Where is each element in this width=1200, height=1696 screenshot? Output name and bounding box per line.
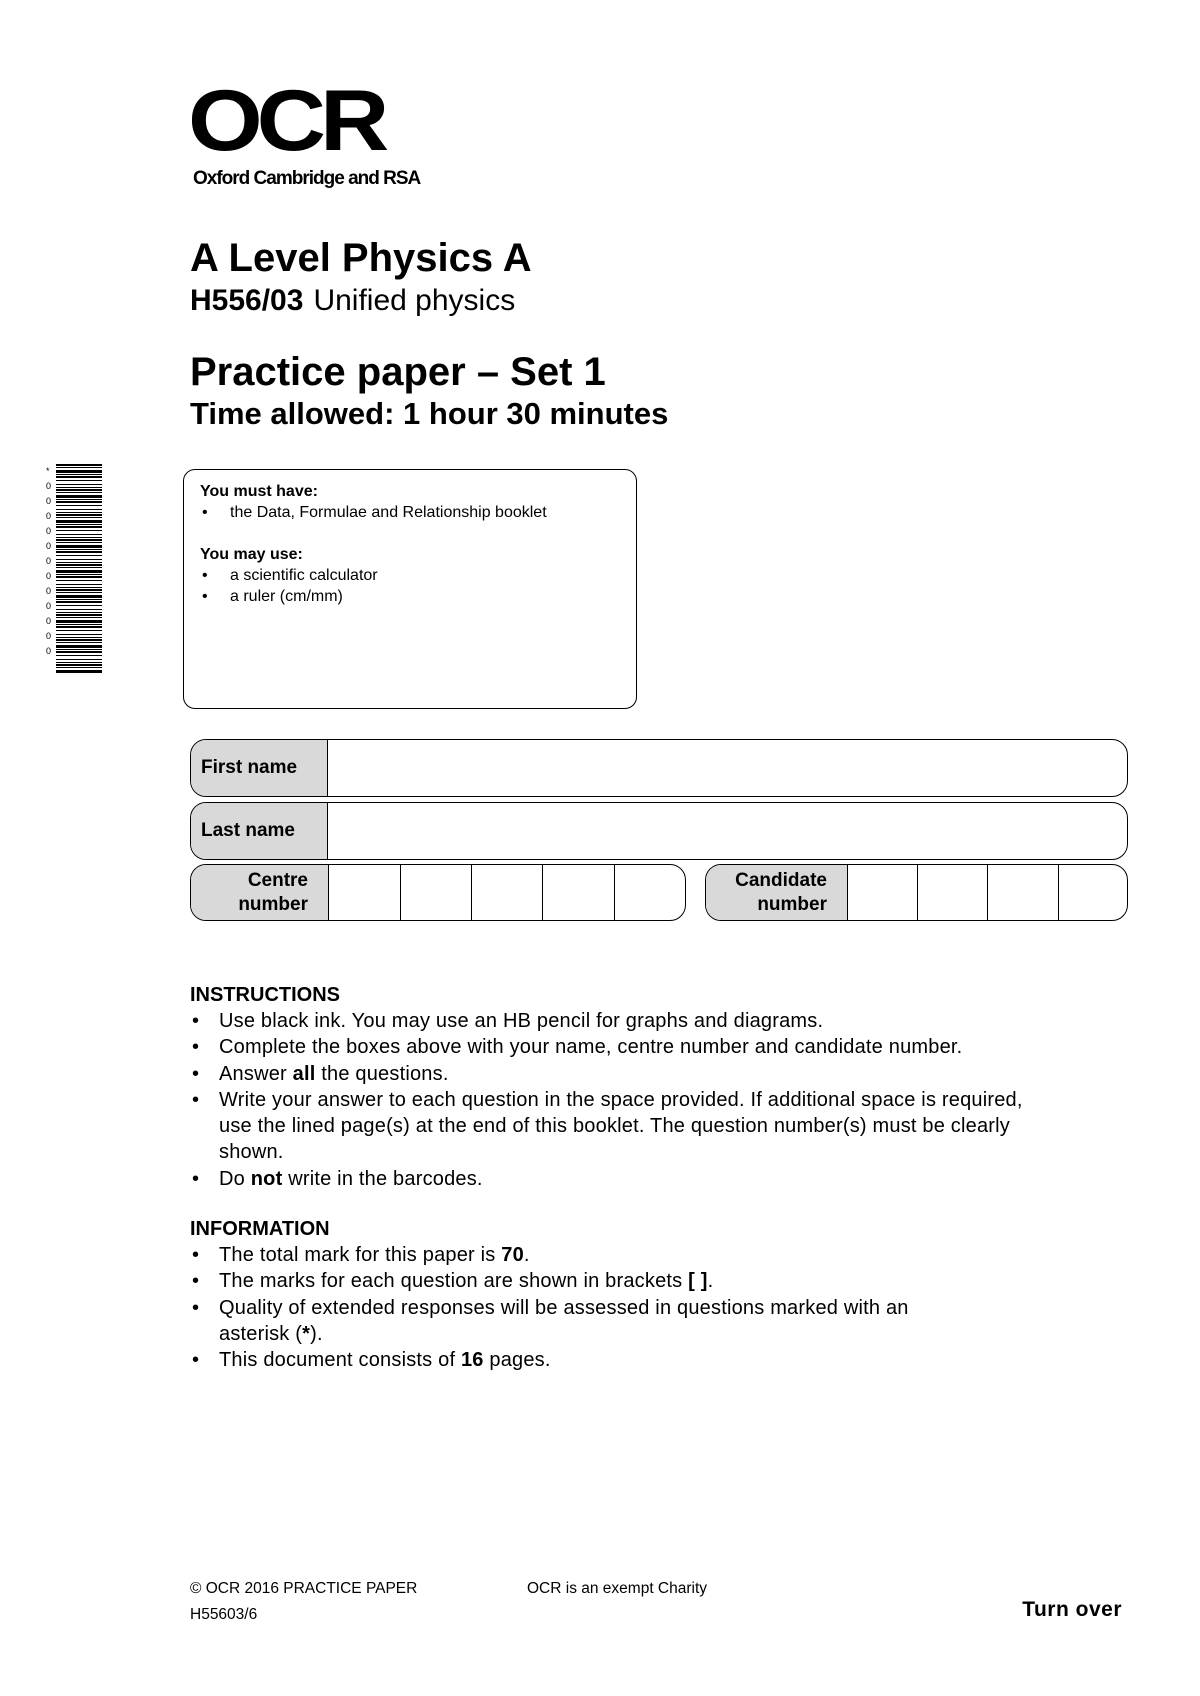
centre-label-line2: number bbox=[238, 893, 308, 915]
barcode-bar bbox=[56, 520, 102, 523]
barcode-bar bbox=[56, 595, 102, 598]
centre-digit-box[interactable] bbox=[329, 865, 401, 920]
barcode-bar bbox=[56, 637, 102, 638]
centre-number-label bbox=[191, 865, 329, 920]
centre-number-row bbox=[190, 864, 686, 921]
time-allowed: Time allowed: 1 hour 30 minutes bbox=[190, 396, 669, 431]
barcode-bar bbox=[56, 642, 102, 643]
bullet: • bbox=[192, 1270, 200, 1293]
barcode-bar bbox=[56, 501, 102, 503]
barcode-bar bbox=[56, 551, 102, 553]
barcode-bar bbox=[56, 476, 102, 478]
list-item bbox=[190, 1242, 1070, 1268]
last-name-row bbox=[190, 802, 1128, 860]
item-text: . bbox=[523, 1244, 530, 1266]
barcode-bar bbox=[56, 505, 102, 506]
item-text: Use black ink. You may use an HB pencil for graphs and diagrams. bbox=[219, 1010, 824, 1032]
first-name-label: First name bbox=[191, 740, 328, 796]
candidate-number-row bbox=[705, 864, 1128, 921]
barcode-bar bbox=[56, 605, 102, 606]
barcode-digit: 0 bbox=[46, 541, 52, 551]
unit-line bbox=[190, 284, 515, 318]
footer-copyright: © OCR 2016 PRACTICE PAPER bbox=[190, 1580, 418, 1597]
barcode-digit: 0 bbox=[46, 556, 52, 566]
list-item bbox=[190, 1061, 1070, 1087]
candidate-digit-box[interactable] bbox=[1059, 865, 1127, 920]
centre-label-line1: Centre bbox=[247, 869, 308, 891]
candidate-label-line1: Candidate bbox=[735, 869, 827, 891]
barcode-bar bbox=[56, 670, 102, 673]
must-have-item: the Data, Formulae and Relationship booklet bbox=[230, 504, 547, 521]
item-text: The marks for each question are shown in brackets bbox=[219, 1270, 689, 1293]
barcode-bar bbox=[56, 659, 102, 660]
candidate-digit-box[interactable] bbox=[988, 865, 1059, 920]
barcode-bar bbox=[56, 512, 102, 513]
must-have-list bbox=[200, 502, 620, 523]
centre-digit-box[interactable] bbox=[615, 865, 685, 920]
barcode-bar bbox=[56, 570, 102, 573]
requirements-box bbox=[183, 469, 637, 709]
barcode-bar bbox=[56, 467, 102, 468]
item-emphasis: * bbox=[302, 1322, 311, 1345]
barcode-digit: 0 bbox=[46, 631, 52, 641]
barcode-bar bbox=[56, 592, 102, 593]
barcode-bar bbox=[56, 620, 102, 623]
list-item bbox=[200, 565, 620, 586]
list-item bbox=[190, 1268, 1070, 1294]
barcode-bar bbox=[56, 584, 102, 585]
candidate-label-line2: number bbox=[757, 893, 827, 915]
barcode-bar bbox=[56, 474, 102, 475]
barcode-bar bbox=[56, 626, 102, 628]
barcode-bar bbox=[56, 517, 102, 518]
barcode-bar bbox=[56, 589, 102, 591]
bullet: • bbox=[202, 588, 208, 605]
instructions-heading: INSTRUCTIONS bbox=[190, 984, 340, 1006]
barcode-bar bbox=[56, 655, 102, 656]
barcode-bar bbox=[56, 542, 102, 543]
information-list bbox=[190, 1242, 1070, 1373]
footer-charity: OCR is an exempt Charity bbox=[527, 1580, 708, 1597]
bullet: • bbox=[202, 504, 208, 521]
information-heading: INFORMATION bbox=[190, 1218, 330, 1240]
may-use-item: a scientific calculator bbox=[230, 567, 378, 584]
turn-over: Turn over bbox=[1022, 1598, 1122, 1621]
bullet: • bbox=[202, 567, 208, 584]
barcode-bar bbox=[56, 587, 102, 588]
barcode-bar bbox=[56, 545, 102, 548]
barcode-bar bbox=[56, 612, 102, 613]
barcode-bar bbox=[56, 499, 102, 500]
instructions-section bbox=[190, 982, 1070, 1192]
paper-title: Practice paper – Set 1 bbox=[190, 350, 606, 394]
barcode-bar bbox=[56, 649, 102, 650]
barcode-bar bbox=[56, 480, 102, 481]
item-text-wrap bbox=[219, 1295, 979, 1348]
list-item bbox=[200, 502, 620, 523]
barcode bbox=[46, 464, 102, 674]
barcode-bar bbox=[56, 530, 102, 531]
first-name-row bbox=[190, 739, 1128, 797]
barcode-bar bbox=[56, 609, 102, 610]
barcode-bar bbox=[56, 539, 102, 541]
must-have-heading: You must have: bbox=[200, 483, 318, 500]
may-use-heading: You may use: bbox=[200, 546, 303, 563]
barcode-bar bbox=[56, 534, 102, 535]
ocr-logo: OCR bbox=[188, 72, 384, 169]
bullet: • bbox=[192, 1062, 200, 1085]
may-use-item: a ruler (cm/mm) bbox=[230, 588, 343, 605]
barcode-digits bbox=[46, 464, 54, 659]
barcode-bar bbox=[56, 645, 102, 648]
barcode-bar bbox=[56, 639, 102, 641]
unit-code: H556/03 bbox=[190, 284, 304, 317]
footer-code: H55603/6 bbox=[190, 1606, 258, 1623]
barcode-bar bbox=[56, 624, 102, 625]
bullet: • bbox=[192, 1088, 200, 1111]
bullet: • bbox=[192, 1349, 200, 1372]
barcode-bars bbox=[56, 464, 102, 674]
information-section bbox=[190, 1216, 1070, 1373]
item-text: Answer bbox=[219, 1062, 293, 1085]
item-text: Write your answer to each question in the space provided. If additional space is required, use the lined page(s) at the end of this booklet. The question number(s) must be clearly shown. bbox=[219, 1088, 1023, 1164]
barcode-bar bbox=[56, 599, 102, 600]
item-emphasis: [ ] bbox=[688, 1270, 708, 1293]
barcode-bar bbox=[56, 634, 102, 635]
centre-digit-box[interactable] bbox=[543, 865, 615, 920]
barcode-bar bbox=[56, 559, 102, 560]
barcode-bar bbox=[56, 526, 102, 528]
qualification-title: A Level Physics A bbox=[190, 236, 532, 280]
barcode-bar bbox=[56, 484, 102, 485]
item-emphasis: all bbox=[292, 1062, 316, 1085]
barcode-bar bbox=[56, 662, 102, 663]
barcode-digit: 0 bbox=[46, 496, 52, 506]
instructions-list bbox=[190, 1008, 1070, 1192]
barcode-bar bbox=[56, 574, 102, 575]
barcode-bar bbox=[56, 667, 102, 668]
barcode-bar bbox=[56, 549, 102, 550]
bullet: • bbox=[192, 1244, 200, 1266]
barcode-bar bbox=[56, 664, 102, 666]
candidate-digit-box[interactable] bbox=[848, 865, 918, 920]
barcode-digit: 0 bbox=[46, 646, 52, 656]
candidate-digit-box[interactable] bbox=[918, 865, 988, 920]
barcode-bar bbox=[56, 630, 102, 631]
bullet: • bbox=[192, 1296, 200, 1319]
list-item bbox=[190, 1295, 1070, 1348]
barcode-bar bbox=[56, 464, 102, 466]
item-text: . bbox=[707, 1270, 714, 1293]
barcode-digit: 0 bbox=[46, 511, 52, 521]
barcode-bar bbox=[56, 564, 102, 566]
list-item bbox=[190, 1087, 1070, 1166]
centre-digit-box[interactable] bbox=[401, 865, 472, 920]
barcode-bar bbox=[56, 537, 102, 538]
item-text: the questions. bbox=[315, 1062, 449, 1085]
item-text: write in the barcodes. bbox=[282, 1167, 483, 1190]
bullet: • bbox=[192, 1036, 200, 1059]
barcode-bar bbox=[56, 567, 102, 568]
item-text: The total mark for this paper is bbox=[219, 1244, 502, 1266]
barcode-bar bbox=[56, 514, 102, 516]
barcode-bar bbox=[56, 580, 102, 581]
list-item bbox=[190, 1034, 1070, 1060]
item-emphasis: not bbox=[250, 1167, 283, 1190]
barcode-bar bbox=[56, 617, 102, 618]
barcode-bar bbox=[56, 524, 102, 525]
barcode-digit: 0 bbox=[46, 601, 52, 611]
list-item bbox=[190, 1008, 1070, 1034]
last-name-label: Last name bbox=[191, 803, 328, 859]
item-emphasis: 70 bbox=[501, 1244, 524, 1266]
item-text: ). bbox=[310, 1322, 323, 1345]
item-text: pages. bbox=[483, 1349, 551, 1372]
unit-title: Unified physics bbox=[313, 284, 516, 317]
barcode-bar bbox=[56, 470, 102, 473]
barcode-digit: 0 bbox=[46, 586, 52, 596]
barcode-bar bbox=[56, 489, 102, 491]
barcode-bar bbox=[56, 509, 102, 510]
barcode-digit: 0 bbox=[46, 571, 52, 581]
candidate-number-label bbox=[706, 865, 848, 920]
barcode-bar bbox=[56, 495, 102, 498]
barcode-digit: 0 bbox=[46, 616, 52, 626]
barcode-bar bbox=[56, 576, 102, 578]
bullet: • bbox=[192, 1010, 200, 1032]
item-emphasis: 16 bbox=[460, 1349, 484, 1372]
item-text: Quality of extended responses will be assessed in questions marked with an asterisk ( bbox=[219, 1296, 909, 1345]
list-item bbox=[200, 586, 620, 607]
barcode-bar bbox=[56, 651, 102, 653]
barcode-digit: 0 bbox=[46, 481, 52, 491]
may-use-list bbox=[200, 565, 620, 607]
centre-digit-box[interactable] bbox=[472, 865, 543, 920]
barcode-digit: * bbox=[46, 466, 50, 476]
barcode-bar bbox=[56, 562, 102, 563]
barcode-bar bbox=[56, 614, 102, 616]
item-text: Do bbox=[219, 1167, 251, 1190]
barcode-bar bbox=[56, 555, 102, 556]
item-text: This document consists of bbox=[219, 1349, 461, 1372]
barcode-digit: 0 bbox=[46, 526, 52, 536]
barcode-bar bbox=[56, 487, 102, 488]
ocr-logo-subtitle: Oxford Cambridge and RSA bbox=[193, 168, 421, 189]
list-item bbox=[190, 1166, 1070, 1192]
last-name-field[interactable] bbox=[328, 803, 1127, 859]
list-item bbox=[190, 1347, 1070, 1373]
barcode-bar bbox=[56, 601, 102, 603]
barcode-bar bbox=[56, 492, 102, 493]
first-name-field[interactable] bbox=[328, 740, 1127, 796]
bullet: • bbox=[192, 1167, 200, 1190]
item-text: Complete the boxes above with your name, centre number and candidate number. bbox=[219, 1036, 963, 1059]
